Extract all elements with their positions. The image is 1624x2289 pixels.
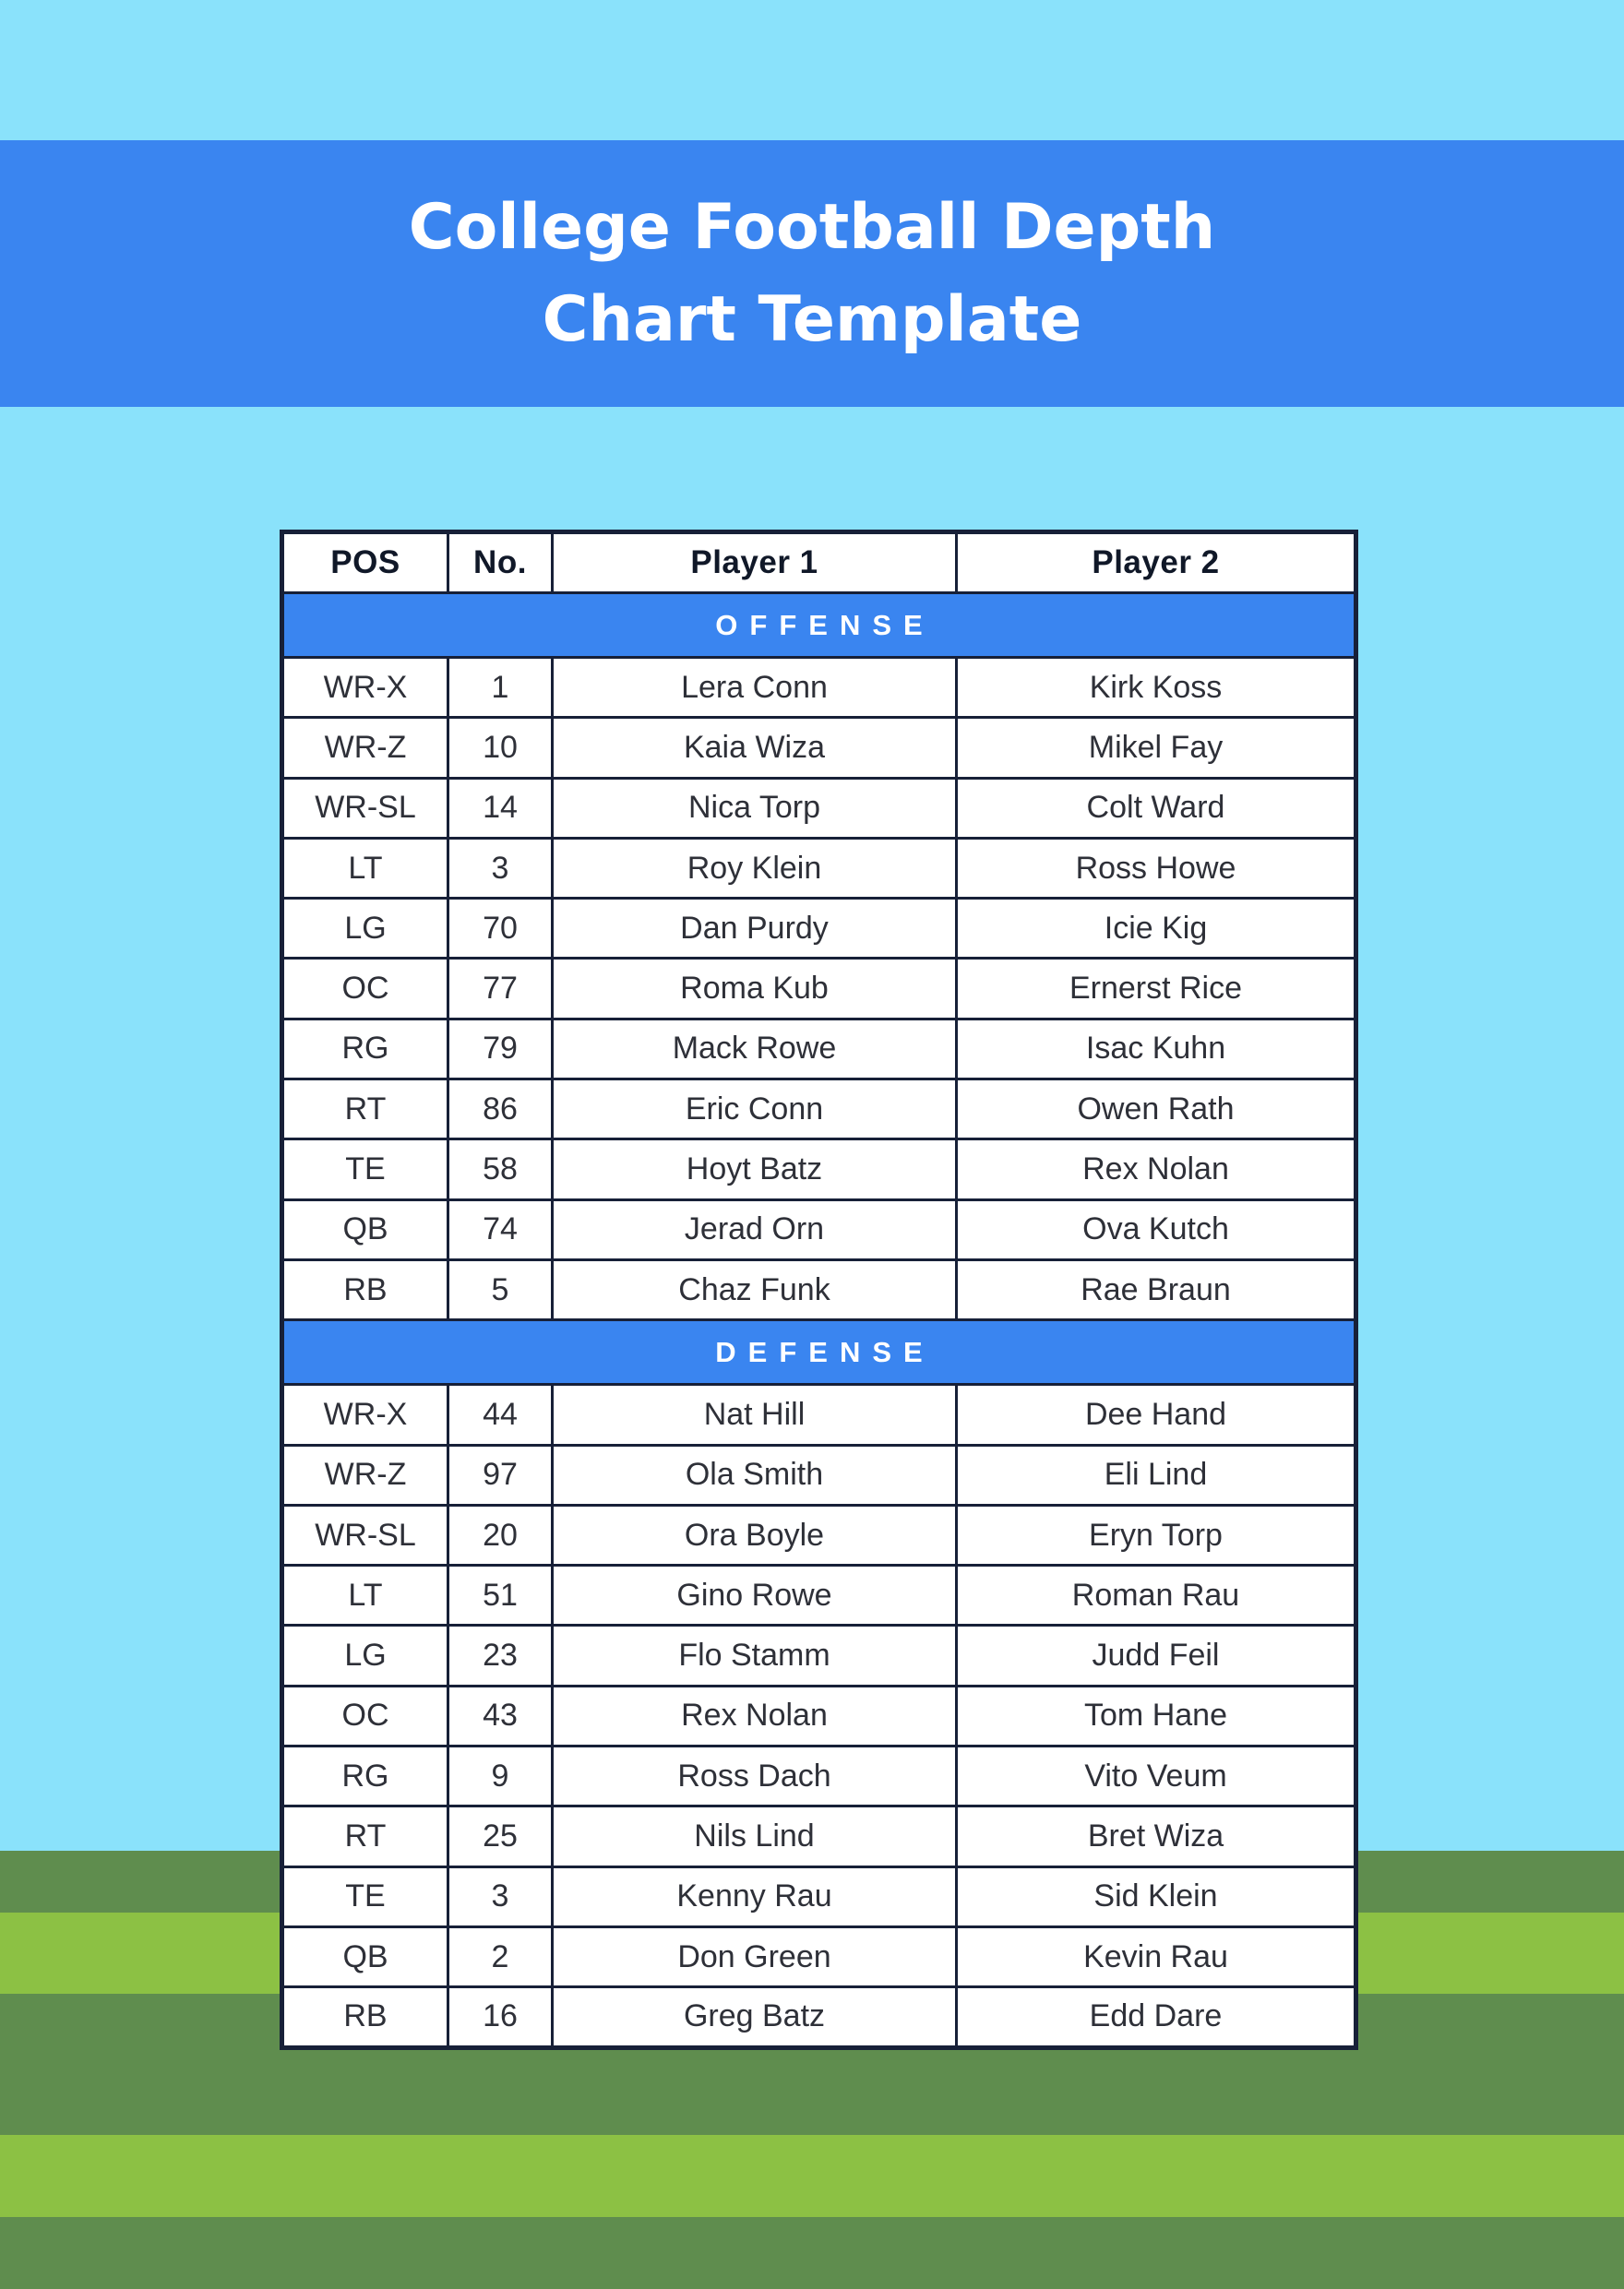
cell-player1: Gino Rowe: [553, 1566, 957, 1626]
cell-pos: TE: [282, 1139, 448, 1199]
cell-player1: Flo Stamm: [553, 1626, 957, 1686]
cell-no: 23: [448, 1626, 553, 1686]
cell-pos: WR-Z: [282, 1445, 448, 1505]
page-title-line-1: College Football Depth: [408, 190, 1216, 264]
table-row: [282, 1806, 1356, 1866]
cell-player1: Greg Batz: [553, 1987, 957, 2047]
cell-player1: Kaia Wiza: [553, 718, 957, 778]
field-stripe-light-2: [0, 2135, 1624, 2217]
table-row: [282, 959, 1356, 1019]
cell-player2: Bret Wiza: [957, 1806, 1356, 1866]
cell-pos: QB: [282, 1199, 448, 1259]
cell-no: 70: [448, 899, 553, 959]
cell-no: 77: [448, 959, 553, 1019]
cell-pos: LG: [282, 1626, 448, 1686]
cell-pos: WR-SL: [282, 1505, 448, 1565]
cell-pos: LT: [282, 838, 448, 898]
cell-player1: Ross Dach: [553, 1747, 957, 1806]
cell-player2: Dee Hand: [957, 1385, 1356, 1445]
cell-no: 14: [448, 778, 553, 838]
cell-player1: Hoyt Batz: [553, 1139, 957, 1199]
cell-player1: Ora Boyle: [553, 1505, 957, 1565]
cell-no: 5: [448, 1259, 553, 1319]
cell-player2: Ova Kutch: [957, 1199, 1356, 1259]
cell-player2: Mikel Fay: [957, 718, 1356, 778]
cell-player1: Nils Lind: [553, 1806, 957, 1866]
cell-player2: Kirk Koss: [957, 658, 1356, 718]
cell-pos: OC: [282, 959, 448, 1019]
cell-no: 97: [448, 1445, 553, 1505]
cell-player2: Vito Veum: [957, 1747, 1356, 1806]
cell-player2: Icie Kig: [957, 899, 1356, 959]
table-row: [282, 1139, 1356, 1199]
table-row: [282, 1566, 1356, 1626]
cell-no: 1: [448, 658, 553, 718]
table-row: [282, 658, 1356, 718]
cell-player2: Ross Howe: [957, 838, 1356, 898]
cell-player2: Eryn Torp: [957, 1505, 1356, 1565]
cell-no: 43: [448, 1686, 553, 1746]
cell-player1: Rex Nolan: [553, 1686, 957, 1746]
table-row: [282, 1626, 1356, 1686]
cell-player2: Ernerst Rice: [957, 959, 1356, 1019]
table-row: [282, 899, 1356, 959]
table-row: [282, 1385, 1356, 1445]
cell-no: 2: [448, 1926, 553, 1986]
cell-pos: RG: [282, 1747, 448, 1806]
cell-pos: TE: [282, 1866, 448, 1926]
table-row: [282, 778, 1356, 838]
col-header-player1: Player 1: [553, 532, 957, 593]
cell-pos: WR-X: [282, 1385, 448, 1445]
cell-player1: Eric Conn: [553, 1079, 957, 1139]
cell-player2: Isac Kuhn: [957, 1019, 1356, 1079]
cell-player2: Kevin Rau: [957, 1926, 1356, 1986]
cell-pos: WR-SL: [282, 778, 448, 838]
table-row: [282, 1505, 1356, 1565]
cell-player1: Lera Conn: [553, 658, 957, 718]
cell-player2: Roman Rau: [957, 1566, 1356, 1626]
cell-pos: LG: [282, 899, 448, 959]
cell-no: 79: [448, 1019, 553, 1079]
table-row: [282, 1079, 1356, 1139]
cell-no: 74: [448, 1199, 553, 1259]
cell-player2: Tom Hane: [957, 1686, 1356, 1746]
cell-no: 44: [448, 1385, 553, 1445]
cell-pos: RB: [282, 1259, 448, 1319]
table-row: [282, 1445, 1356, 1505]
cell-pos: LT: [282, 1566, 448, 1626]
cell-player1: Dan Purdy: [553, 899, 957, 959]
depth-chart-table: [280, 530, 1358, 2050]
table-row: [282, 1926, 1356, 1986]
table-row: [282, 1019, 1356, 1079]
col-header-player2: Player 2: [957, 532, 1356, 593]
cell-player2: Edd Dare: [957, 1987, 1356, 2047]
section-row-defense: [282, 1320, 1356, 1385]
cell-player1: Roma Kub: [553, 959, 957, 1019]
cell-no: 51: [448, 1566, 553, 1626]
cell-pos: RT: [282, 1079, 448, 1139]
table-header-row: [282, 532, 1356, 593]
cell-player2: Rex Nolan: [957, 1139, 1356, 1199]
cell-player2: Sid Klein: [957, 1866, 1356, 1926]
cell-pos: QB: [282, 1926, 448, 1986]
cell-player1: Roy Klein: [553, 838, 957, 898]
cell-pos: RT: [282, 1806, 448, 1866]
cell-player1: Jerad Orn: [553, 1199, 957, 1259]
cell-pos: WR-X: [282, 658, 448, 718]
section-row-offense: [282, 593, 1356, 658]
cell-pos: RB: [282, 1987, 448, 2047]
cell-player2: Colt Ward: [957, 778, 1356, 838]
cell-player1: Ola Smith: [553, 1445, 957, 1505]
cell-pos: OC: [282, 1686, 448, 1746]
table-row: [282, 838, 1356, 898]
field-stripe-dark-3: [0, 2217, 1624, 2289]
cell-no: 3: [448, 838, 553, 898]
page-title-line-2: Chart Template: [542, 282, 1082, 356]
title-banner: [0, 140, 1624, 407]
cell-player2: Eli Lind: [957, 1445, 1356, 1505]
cell-player1: Chaz Funk: [553, 1259, 957, 1319]
cell-no: 86: [448, 1079, 553, 1139]
cell-pos: WR-Z: [282, 718, 448, 778]
col-header-no: No.: [448, 532, 553, 593]
col-header-pos: POS: [282, 532, 448, 593]
cell-player1: Kenny Rau: [553, 1866, 957, 1926]
cell-player1: Don Green: [553, 1926, 957, 1986]
cell-no: 10: [448, 718, 553, 778]
section-label-offense: OFFENSE: [282, 593, 1356, 658]
cell-no: 20: [448, 1505, 553, 1565]
cell-no: 25: [448, 1806, 553, 1866]
cell-no: 3: [448, 1866, 553, 1926]
cell-no: 9: [448, 1747, 553, 1806]
cell-player2: Owen Rath: [957, 1079, 1356, 1139]
table-row: [282, 1747, 1356, 1806]
table-row: [282, 1866, 1356, 1926]
cell-pos: RG: [282, 1019, 448, 1079]
table-row: [282, 718, 1356, 778]
cell-no: 58: [448, 1139, 553, 1199]
table-row: [282, 1259, 1356, 1319]
cell-player1: Mack Rowe: [553, 1019, 957, 1079]
cell-player2: Judd Feil: [957, 1626, 1356, 1686]
table-row: [282, 1987, 1356, 2047]
table-row: [282, 1686, 1356, 1746]
cell-player1: Nica Torp: [553, 778, 957, 838]
section-label-defense: DEFENSE: [282, 1320, 1356, 1385]
cell-player2: Rae Braun: [957, 1259, 1356, 1319]
cell-player1: Nat Hill: [553, 1385, 957, 1445]
table-row: [282, 1199, 1356, 1259]
cell-no: 16: [448, 1987, 553, 2047]
